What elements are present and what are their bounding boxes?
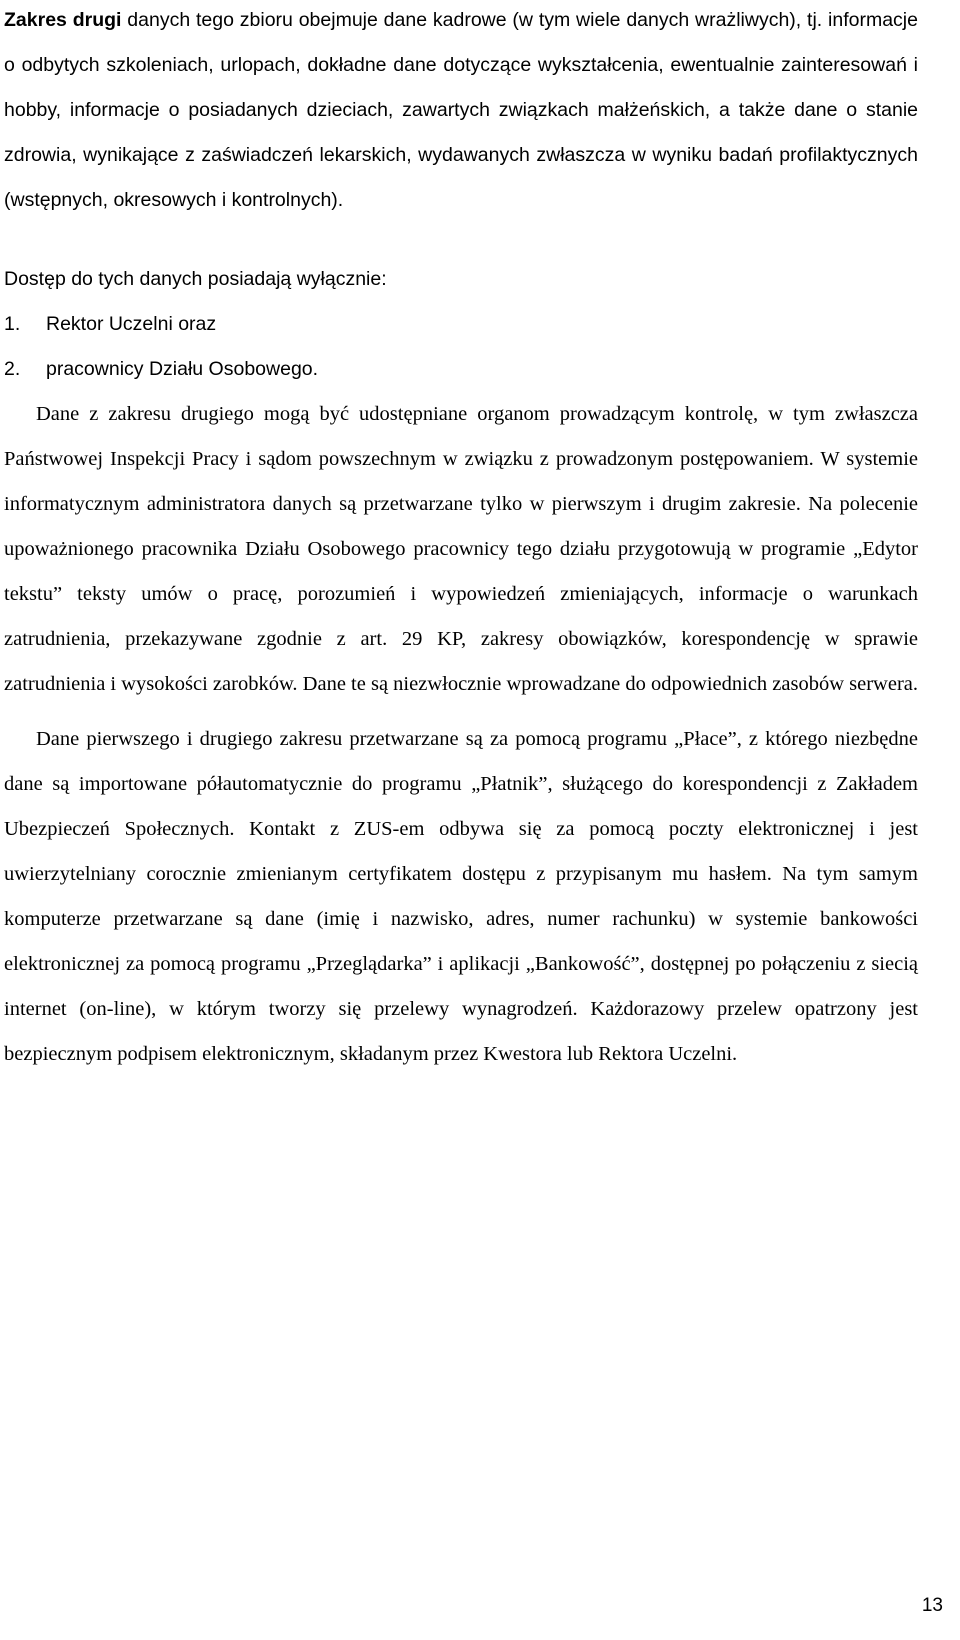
intro-bold-lead: Zakres drugi [4, 9, 122, 31]
paragraph-data-processing: Dane pierwszego i drugiego zakresu przetwarzane są za pomocą programu „Płace”, z którego niezbędne dane są importowane półautomatycznie do programu „Płatnik”, służącego do korespondencji z Zakładem Ubezpieczeń Społecznych. Kontakt z ZUS-em odbywa się za pomocą poczty elektronicznej i jest uwierzytelniany corocznie zmienianym certyfikatem dostępu z przypisanym mu hasłem. Na tym samym komputerze przetwarzane są dane (imię i nazwisko, adres, numer rachunku) w systemie bankowości elektronicznej za pomocą programu „Przeglądarka” i aplikacji „Bankowość”, dostępnej po połączeniu z siecią internet (on-line), w którym tworzy się przelewy wynagrodzeń. Każdorazowy przelew opatrzony jest bezpiecznym podpisem elektronicznym, składanym przez Kwestora lub Rektora Uczelni. [4, 728, 918, 1065]
page-content [4, 0, 918, 1077]
list-item [4, 302, 918, 347]
intro-text: danych tego zbioru obejmuje dane kadrowe (w tym wiele danych wrażliwych), tj. informacje o odbytych szkoleniach, urlopach, dokładne dane dotyczące wykształcenia, ewentualnie zainteresowań i hobby, informacje o posiadanych dzieciach, zawartych związkach małżeńskich, a także dane o stanie zdrowia, wynikające z zaświadczeń lekarskich, wydawanych zwłaszcza w wyniku badań profilaktycznych (wstępnych, okresowych i kontrolnych). [4, 9, 918, 211]
list-item-text: pracownicy Działu Osobowego. [46, 358, 319, 380]
list-item [4, 347, 918, 392]
list-item-text: Rektor Uczelni oraz [46, 313, 217, 335]
paragraph-data-sharing: Dane z zakresu drugiego mogą być udostępniane organom prowadzącym kontrolę, w tym zwłaszcza Państwowej Inspekcji Pracy i sądom powszechnym w związku z prowadzonym postępowaniem. W systemie informatycznym administratora danych są przetwarzane tylko w pierwszym i drugim zakresie. Na polecenie upoważnionego pracownika Działu Osobowego pracownicy tego działu przygotowują w programie „Edytor tekstu” teksty umów o pracę, porozumień i wypowiedzeń zmieniających, informacje o warunkach zatrudnienia, przekazywane zgodnie z art. 29 KP, zakresy obowiązków, korespondencję w sprawie zatrudnienia i wysokości zarobków. Dane te są niezwłocznie wprowadzane do odpowiednich zasobów serwera. [4, 403, 919, 695]
access-intro: Dostęp do tych danych posiadają wyłącznie: [4, 268, 387, 290]
list-item-number: 2. [4, 358, 21, 380]
intro-paragraph [4, 0, 918, 223]
page-number: 13 [921, 1595, 943, 1616]
list-item-number: 1. [4, 313, 21, 335]
